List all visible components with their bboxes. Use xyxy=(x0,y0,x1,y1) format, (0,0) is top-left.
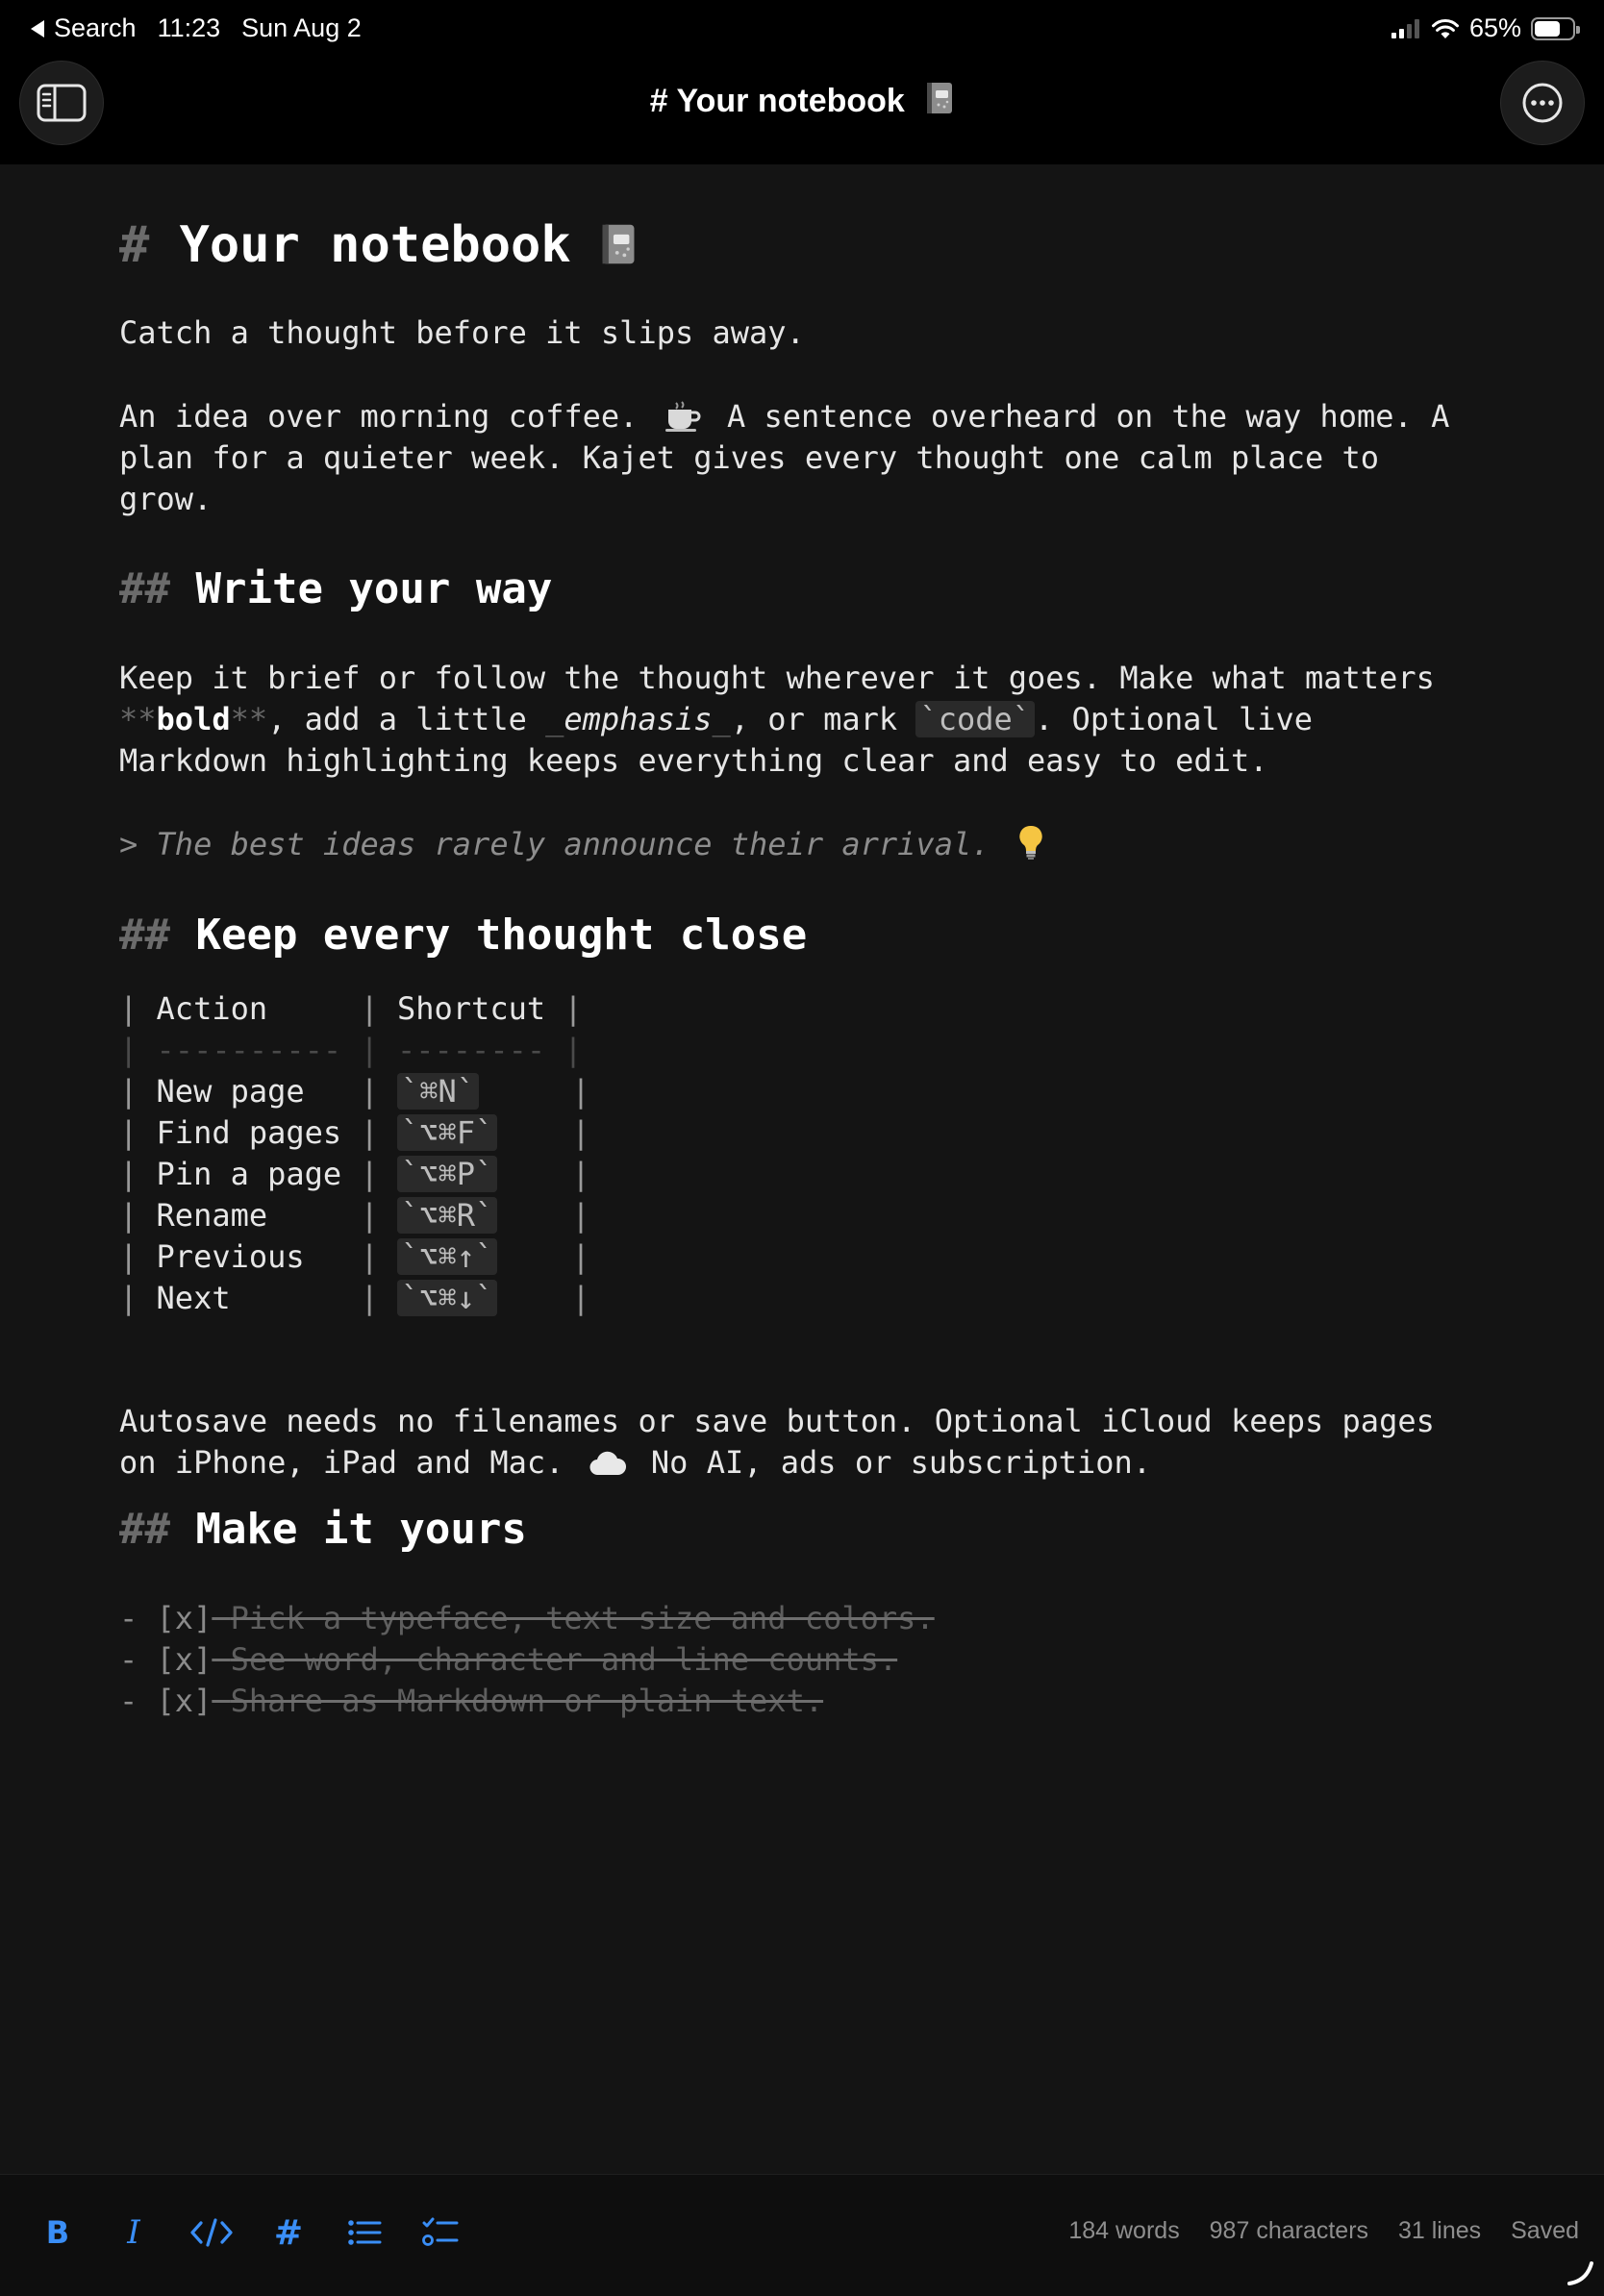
heading-1-text: Your notebook xyxy=(179,216,571,274)
italic-button[interactable]: I xyxy=(127,2213,140,2252)
blockquote-text: > The best ideas rarely announce their arrival. xyxy=(119,826,990,862)
table-cell-action: Pin a page xyxy=(156,1156,342,1192)
code-icon xyxy=(189,2217,234,2248)
table-cell-action: New page xyxy=(156,1073,305,1110)
text-span: , or mark xyxy=(730,701,916,737)
heading-mark: # xyxy=(119,216,150,274)
checkbox-mark[interactable]: - [x] xyxy=(119,1683,213,1719)
table-header-cell: Action xyxy=(156,990,268,1027)
checkbox-mark[interactable]: - [x] xyxy=(119,1641,213,1678)
battery-icon xyxy=(1531,17,1575,40)
top-bar xyxy=(0,0,1604,164)
table-row: | Pin a page | `⌥⌘P` | xyxy=(119,1156,590,1192)
resize-handle-icon[interactable] xyxy=(1566,2258,1594,2286)
paragraph-line xyxy=(119,396,1449,437)
inline-code: `code` xyxy=(915,701,1035,737)
checklist-icon xyxy=(422,2216,459,2249)
table-separator-cell: -------- xyxy=(396,1032,546,1068)
table-separator: | ---------- | -------- | xyxy=(119,1032,583,1068)
paragraph: Catch a thought before it slips away. xyxy=(119,314,805,351)
paragraph-line: grow. xyxy=(119,481,213,517)
paragraph-line: Keep it brief or follow the thought wherever it goes. Make what matters xyxy=(119,660,1435,696)
document-stats xyxy=(1045,2217,1579,2245)
code-button[interactable] xyxy=(183,2204,240,2261)
back-to-search[interactable] xyxy=(31,13,362,43)
emphasis-mark: _ xyxy=(545,701,564,737)
status-bar xyxy=(0,0,1604,60)
table-cell-action: Rename xyxy=(156,1197,268,1234)
heading-2 xyxy=(119,1505,527,1555)
table-cell-shortcut: `⌥⌘P` xyxy=(397,1156,497,1192)
text-span: . Optional live xyxy=(1035,701,1313,737)
heading-2-text: Make it yours xyxy=(195,1505,527,1554)
heading-mark: ## xyxy=(119,564,170,613)
back-triangle-icon xyxy=(31,20,44,37)
heading-mark: ## xyxy=(119,911,170,960)
wifi-icon xyxy=(1431,18,1460,39)
table-header-cell: Shortcut xyxy=(396,990,546,1027)
checkbox-mark[interactable]: - [x] xyxy=(119,1600,213,1636)
character-count: 987 characters xyxy=(1209,2217,1369,2244)
emphasis-mark: _ xyxy=(712,701,731,737)
emphasis-text: emphasis xyxy=(564,701,713,737)
heading-2 xyxy=(119,564,552,614)
word-count: 184 words xyxy=(1068,2217,1180,2244)
checklist-item-text: See word, character and line counts. xyxy=(230,1641,898,1678)
heading-mark: ## xyxy=(119,1505,170,1554)
status-indicators xyxy=(1391,13,1575,43)
cloud-icon xyxy=(589,1450,627,1477)
table-header: | Action | Shortcut | xyxy=(119,990,583,1027)
heading-2 xyxy=(119,911,807,961)
table-separator-cell: ---------- xyxy=(156,1032,342,1068)
notebook-icon xyxy=(600,221,637,267)
checklist-item-text: Pick a typeface, text size and colors. xyxy=(230,1600,935,1636)
page-title-text: # Your notebook xyxy=(649,83,905,119)
notebook-icon xyxy=(925,81,954,115)
paragraph-line: Markdown highlighting keeps everything clear and easy to edit. xyxy=(119,742,1268,779)
table-cell-shortcut: `⌥⌘↓` xyxy=(397,1280,497,1316)
table-cell-action: Find pages xyxy=(156,1114,342,1151)
more-options-button[interactable] xyxy=(1500,61,1585,145)
text-span: A sentence overheard on the way home. A xyxy=(726,398,1450,435)
text-span: An idea over morning coffee. xyxy=(119,398,639,435)
lightbulb-icon xyxy=(1016,824,1045,861)
bold-text: bold xyxy=(156,701,231,737)
bold-mark: ** xyxy=(119,701,157,737)
text-span: on iPhone, iPad and Mac. xyxy=(119,1444,564,1481)
paragraph-line xyxy=(119,699,1313,740)
table-row: | Find pages | `⌥⌘F` | xyxy=(119,1114,590,1151)
paragraph-line: plan for a quieter week. Kajet gives every thought one calm place to xyxy=(119,439,1380,476)
cellular-signal-icon xyxy=(1391,19,1419,38)
table-cell-shortcut: `⌘N` xyxy=(397,1073,479,1110)
table-row: | Previous | `⌥⌘↑` | xyxy=(119,1238,590,1275)
status-time: 11:23 xyxy=(157,13,221,42)
table-row: | Next | `⌥⌘↓` | xyxy=(119,1280,590,1316)
bold-button[interactable]: B xyxy=(45,2214,70,2251)
paragraph-line xyxy=(119,1442,1151,1484)
checklist-item[interactable] xyxy=(119,1681,823,1722)
table-cell-shortcut: `⌥⌘↑` xyxy=(397,1238,497,1275)
battery-percent: 65% xyxy=(1468,13,1521,42)
checklist-button[interactable] xyxy=(412,2204,469,2261)
heading-2-text: Keep every thought close xyxy=(195,911,808,960)
table-cell-action: Next xyxy=(156,1280,231,1316)
table-cell-action: Previous xyxy=(156,1238,305,1275)
page-title xyxy=(0,81,1604,120)
heading-button[interactable]: # xyxy=(273,2212,304,2253)
checklist-item-text: Share as Markdown or plain text. xyxy=(230,1683,824,1719)
table-row: | Rename | `⌥⌘R` | xyxy=(119,1197,590,1234)
checklist-item[interactable] xyxy=(119,1598,935,1639)
bold-mark: ** xyxy=(230,701,268,737)
bullet-list-icon xyxy=(347,2218,382,2247)
table-cell-shortcut: `⌥⌘F` xyxy=(397,1114,497,1151)
text-span: , add a little xyxy=(267,701,546,737)
blockquote xyxy=(119,824,1045,865)
text-span: No AI, ads or subscription. xyxy=(650,1444,1152,1481)
line-count: 31 lines xyxy=(1397,2217,1482,2244)
formatting-toolbar xyxy=(0,2174,1604,2296)
save-status: Saved xyxy=(1511,2217,1579,2244)
bullet-list-button[interactable] xyxy=(336,2204,393,2261)
paragraph-line: Autosave needs no filenames or save button. Optional iCloud keeps pages xyxy=(119,1403,1435,1439)
checklist-item[interactable] xyxy=(119,1639,897,1681)
markdown-editor[interactable] xyxy=(119,164,1504,2174)
back-label: Search xyxy=(54,13,137,42)
table-cell-shortcut: `⌥⌘R` xyxy=(397,1197,497,1234)
heading-2-text: Write your way xyxy=(195,564,553,613)
coffee-icon xyxy=(663,400,703,433)
table-row: | New page | `⌘N` | xyxy=(119,1073,590,1110)
heading-1 xyxy=(119,216,637,274)
ellipsis-circle-icon xyxy=(1520,81,1565,125)
status-date: Sun Aug 2 xyxy=(241,13,362,42)
